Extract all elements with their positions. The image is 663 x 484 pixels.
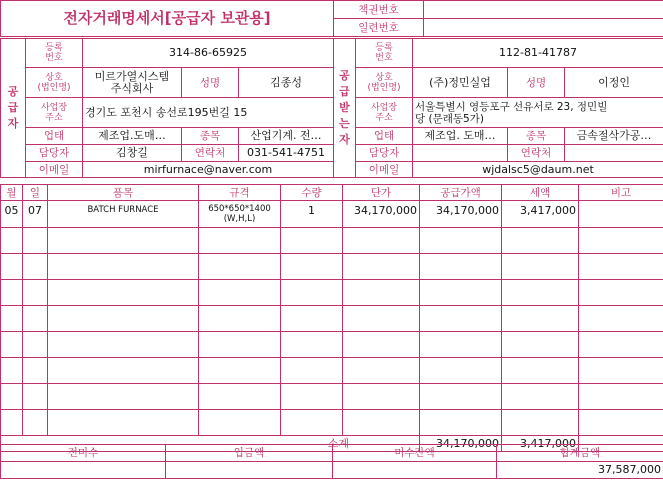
buyer-company-label: 상호 (법인명) <box>356 68 413 98</box>
supplier-company-label: 상호 (법인명) <box>26 68 83 98</box>
serial-no-label: 일련번호 <box>334 19 424 37</box>
buyer-contact <box>565 145 663 162</box>
supplier-email-label: 이메일 <box>26 162 83 178</box>
col-header-note: 비고 <box>579 185 663 201</box>
row-supply-amount: 34,170,000 <box>420 201 502 228</box>
buyer-company: (주)정민실업 <box>413 68 508 98</box>
empty-table-row <box>1 254 663 280</box>
total-label: 합계금액 <box>497 445 663 462</box>
supplier-reg-no-label: 등록 번호 <box>26 39 83 68</box>
col-header-unit-price: 단가 <box>343 185 420 201</box>
buyer-side-label: 공 급 받 는 자 <box>334 39 356 178</box>
remaining-label: 미수잔액 <box>333 445 497 462</box>
title-cell <box>1 1 334 37</box>
supplier-address-label: 사업장 주소 <box>26 98 83 128</box>
supplier-contact: 031-541-4751 <box>239 145 334 162</box>
supplier-email: mirfurnace@naver.com <box>83 162 334 178</box>
supplier-reg-no: 314-86-65925 <box>83 39 334 68</box>
buyer-business-item-label: 종목 <box>508 128 565 145</box>
col-header-spec: 규격 <box>199 185 281 201</box>
supplier-ceo: 김종성 <box>239 68 334 98</box>
buyer-address: 서울특별시 영등포구 선유서로 23, 정민빌 당 (문래동5가) <box>413 98 663 128</box>
supplier-address: 경기도 포천시 송선로195번길 15 <box>83 98 334 128</box>
empty-table-row <box>1 228 663 254</box>
buyer-manager <box>413 145 508 162</box>
buyer-reg-no-label: 등록 번호 <box>356 39 413 68</box>
supplier-manager-label: 담당자 <box>26 145 83 162</box>
buyer-ceo-label: 성명 <box>508 68 565 98</box>
serial-no-value <box>424 19 663 37</box>
items-table <box>0 184 663 452</box>
buyer-email-label: 이메일 <box>356 162 413 178</box>
row-tax: 3,417,000 <box>502 201 579 228</box>
buyer-contact-label: 연락처 <box>508 145 565 162</box>
supplier-manager: 김창길 <box>83 145 182 162</box>
buyer-email: wjdalsc5@daum.net <box>413 162 663 178</box>
empty-table-row <box>1 410 663 436</box>
subtotal-supply-amount: 34,170,000 <box>420 436 502 452</box>
deposit-value <box>166 462 333 479</box>
remaining-value <box>333 462 497 479</box>
col-header-supply-amount: 공급가액 <box>420 185 502 201</box>
subtotal-label: 소계 <box>327 436 349 450</box>
empty-table-row <box>1 332 663 358</box>
subtotal-tax: 3,417,000 <box>502 436 579 452</box>
table-row <box>1 201 663 228</box>
row-unit-price: 34,170,000 <box>343 201 420 228</box>
supplier-table <box>0 38 334 178</box>
buyer-manager-label: 담당자 <box>356 145 413 162</box>
supplier-business-type: 제조업.도매… <box>83 128 182 145</box>
row-item: BATCH FURNACE <box>48 201 199 228</box>
row-spec: 650*650*1400 (W,H,L) <box>199 201 281 228</box>
empty-table-row <box>1 358 663 384</box>
items-header-row <box>1 185 663 201</box>
header-table <box>0 0 663 37</box>
book-no-value <box>424 1 663 19</box>
supplier-ceo-label: 성명 <box>182 68 239 98</box>
buyer-address-label: 사업장 주소 <box>356 98 413 128</box>
supplier-side-label: 공 급 자 <box>1 39 26 178</box>
supplier-company: 미르가열시스템 주식회사 <box>83 68 182 98</box>
col-header-month: 월 <box>1 185 23 201</box>
row-day: 07 <box>23 201 48 228</box>
buyer-business-type: 제조업. 도매… <box>413 128 508 145</box>
row-note <box>579 201 663 228</box>
unpaid-value <box>1 462 166 479</box>
buyer-reg-no: 112-81-41787 <box>413 39 663 68</box>
col-header-tax: 세액 <box>502 185 579 201</box>
document-title: 전자거래명세서 <box>63 8 165 27</box>
book-no-label: 책권번호 <box>334 1 424 19</box>
row-month: 05 <box>1 201 23 228</box>
buyer-ceo: 이정인 <box>565 68 663 98</box>
empty-table-row <box>1 280 663 306</box>
supplier-business-item-label: 종목 <box>182 128 239 145</box>
col-header-qty: 수량 <box>281 185 343 201</box>
supplier-business-type-label: 업태 <box>26 128 83 145</box>
unpaid-label: 전미수 <box>1 445 166 462</box>
buyer-business-item: 금속절삭가공… <box>565 128 663 145</box>
row-qty: 1 <box>281 201 343 228</box>
empty-table-row <box>1 306 663 332</box>
totals-table <box>0 444 663 479</box>
deposit-label: 입금액 <box>166 445 333 462</box>
total-value: 37,587,000 <box>497 462 663 479</box>
buyer-table <box>333 38 663 178</box>
document-subtitle: [공급자 보관용] <box>164 8 271 27</box>
buyer-business-type-label: 업태 <box>356 128 413 145</box>
col-header-day: 일 <box>23 185 48 201</box>
empty-table-row <box>1 384 663 410</box>
supplier-business-item: 산업기계. 전… <box>239 128 334 145</box>
supplier-contact-label: 연락처 <box>182 145 239 162</box>
col-header-item: 품목 <box>48 185 199 201</box>
